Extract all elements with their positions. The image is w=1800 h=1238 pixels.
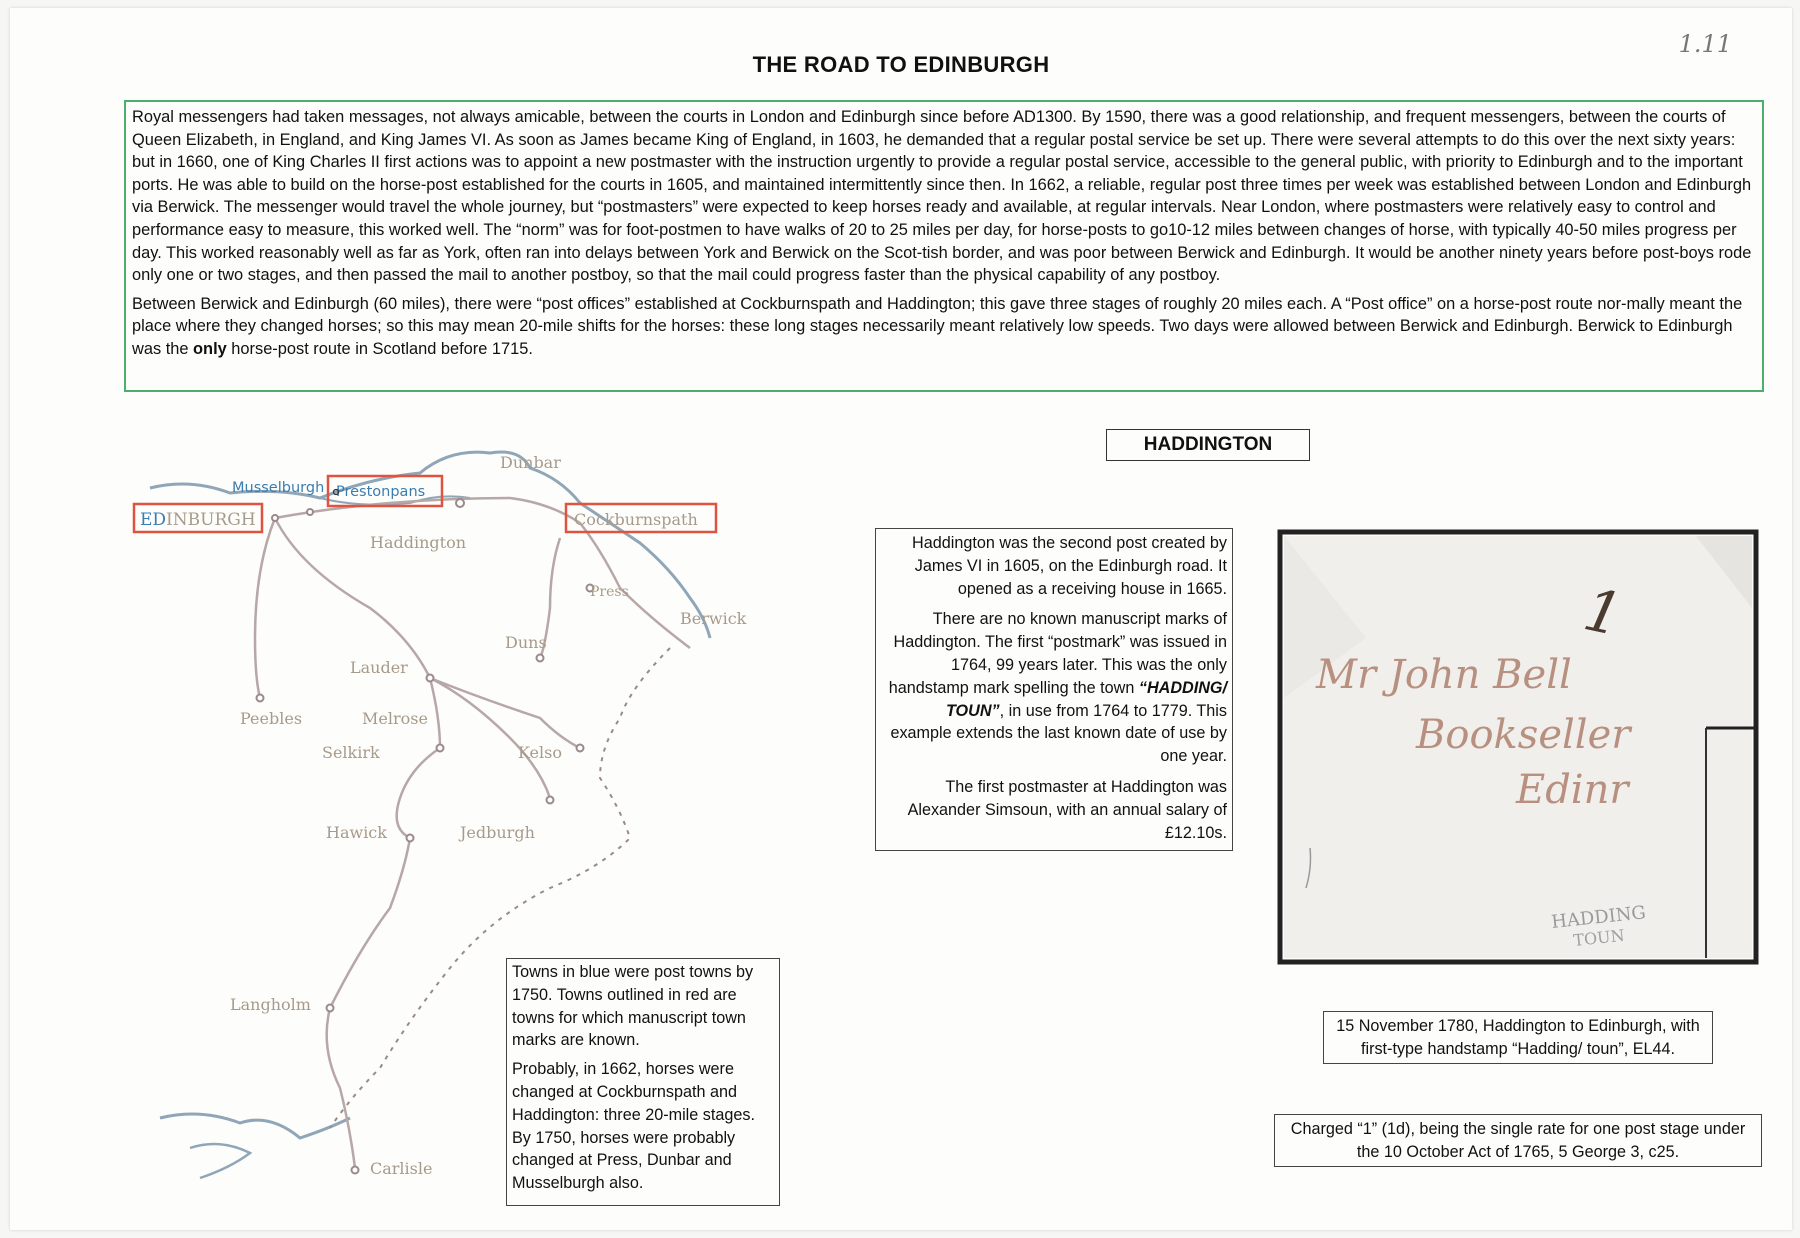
map-label-selkirk: Selkirk [322, 743, 380, 762]
intro-paragraph-1: Royal messengers had taken messages, not always amicable, between the courts in London and Edinburgh since before AD1300. By 1590, there was a good relationship, and frequent messengers, between the courts of Queen Elizabeth, in England, and King James VI. As soon as James became King of England, in 1603, he demanded that a regular postal service be set up. There were several attempts to do this over the next sixty years: but in 1660, one of King Charles II first actions was to appoint a new postmaster with the instruction urgently to provide a regular postal service, accessible to the general public, with priority to Edinburgh and to the important ports. He was able to build on the horse-post established for the courts in 1605, and maintained intermittently since then. In 1662, a reliable, regular post three times per week was established between London and Edinburgh via Berwick. The messenger would travel the whole journey, but “postmasters” were expected to keep horses ready and available, at regular intervals. Near London, where postmasters were relatively easy to control and performance easy to measure, this worked well. The “norm” was for foot-postmen to have walks of 20 to 25 miles per day, for horse-posts to go10-12 miles between changes of horse, with typically 40-50 miles progress per day. This worked reasonably well as far as York, often ran into delays between York and Berwick on the Scot-tish border, and was poor between Berwick and Edinburgh. It would be another ninety years before post-boys rode only one or two stages, and then passed the mail to another postboy, so that the mail could progress faster than the physical capability of any postboy. [132, 108, 1752, 285]
cover-caption: 15 November 1780, Haddington to Edinburgh, with first-type handstamp “Hadding/ toun”, EL44. [1323, 1011, 1713, 1064]
haddington-info-box [875, 528, 1233, 851]
entire-letter-cover [1276, 528, 1764, 968]
map-label-berwick: Berwick [680, 609, 747, 628]
edinburgh-prefix: ED [140, 510, 167, 530]
album-page [10, 8, 1792, 1230]
map-label-duns: Duns [505, 633, 547, 652]
info-paragraph-2-tail: , in use from 1764 to 1779. This example extends the last known date of use by one year. [890, 701, 1227, 766]
charge-mark: 1 [1578, 575, 1629, 650]
map-label-haddington: Haddington [370, 533, 467, 552]
charge-caption: Charged “1” (1d), being the single rate for one post stage under the 10 October Act of 1765, 5 George 3, c25. [1274, 1114, 1762, 1167]
intro-emphasis: only [193, 339, 227, 358]
map-label-edinburgh [140, 510, 256, 530]
section-heading: HADDINGTON [1106, 429, 1310, 461]
map-label-musselburgh: Musselburgh [232, 480, 325, 496]
map-label-prestonpans: Prestonpans [336, 484, 426, 500]
info-paragraph-2 [881, 608, 1227, 768]
handstamp-line-2: TOUN [1572, 925, 1626, 950]
legend-paragraph-2: Probably, in 1662, horses were changed at Cockburnspath and Haddington: three 20-mile stages. By 1750, horses were probably changed at Press, Dunbar and Musselburgh also. [512, 1060, 755, 1193]
info-paragraph-2-text: There are no known manuscript marks of Haddington. The first “postmark” was issued in 1764, 99 years later. This was the only handstamp mark spelling the town [888, 610, 1227, 697]
map-label-langholm: Langholm [230, 995, 311, 1014]
edinburgh-rest: INBURGH [166, 510, 256, 530]
map-label-lauder: Lauder [350, 658, 408, 677]
legend-paragraph-1: Towns in blue were post towns by 1750. Towns outlined in red are towns for which manuscript town marks are known. [512, 963, 754, 1050]
postmark-name: “HADDING/ TOUN” [945, 678, 1227, 720]
map-label-jedburgh: Jedburgh [460, 823, 535, 842]
map-label-carlisle: Carlisle [370, 1159, 433, 1178]
map-label-hawick: Hawick [326, 823, 387, 842]
address-line-3: Edinr [1516, 767, 1629, 813]
page-number: 1.11 [1678, 30, 1732, 58]
address-line-2: Bookseller [1416, 712, 1631, 758]
map-label-melrose: Melrose [362, 709, 428, 728]
intro-paragraph-2 [132, 293, 1756, 361]
address-line-1: Mr John Bell [1316, 652, 1572, 698]
intro-paragraph-2-tail: horse-post route in Scotland before 1715. [226, 339, 533, 358]
page-title: THE ROAD TO EDINBURGH [752, 52, 1050, 77]
map-label-peebles: Peebles [240, 709, 303, 728]
map-label-dunbar: Dunbar [500, 453, 561, 472]
intro-paragraph-2-text: Between Berwick and Edinburgh (60 miles), there were “post offices” established at Cockburnspath and Haddington; this gave three stages of roughly 20 miles each. A “Post office” on a horse-post route nor-mally meant the place where they changed horses; so this may mean 20-mile shifts for the horses: these long stages necessarily meant relatively low speeds. Two days were allowed between Berwick and Edinburgh. Berwick to Edinburgh was the [132, 294, 1743, 358]
info-paragraph-3: The first postmaster at Haddington was Alexander Simsoun, with an annual salary of £12.10s. [907, 777, 1227, 842]
intro-text-box [124, 100, 1764, 392]
info-paragraph-1: Haddington was the second post created by James VI in 1605, on the Edinburgh road. It opened as a receiving house in 1665. [912, 534, 1227, 598]
map-label-cockburnspath: Cockburnspath [574, 510, 698, 529]
map-label-kelso: Kelso [518, 743, 562, 762]
map-label-press: Press [590, 584, 629, 600]
handstamp-line-1: HADDING [1550, 902, 1647, 933]
route-map [130, 448, 790, 1218]
